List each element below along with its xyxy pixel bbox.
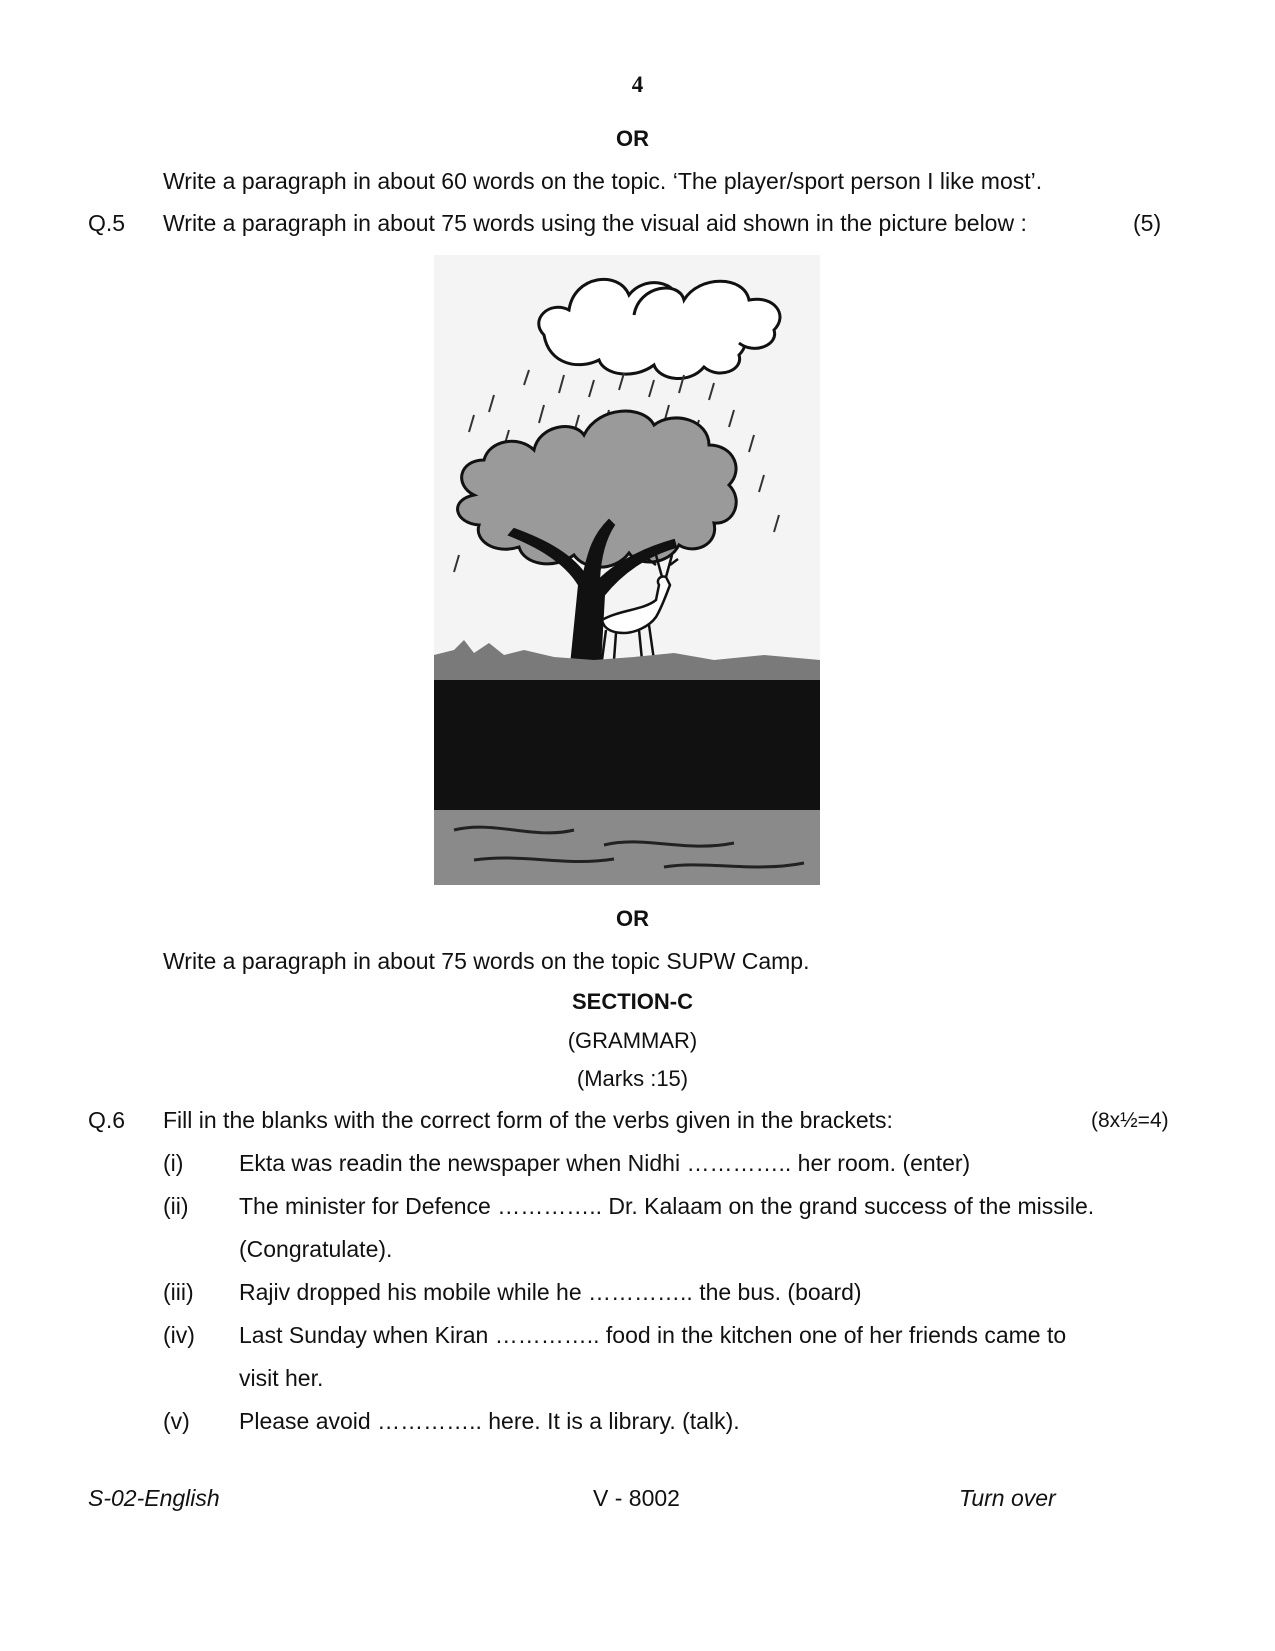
alternate-question-5: Write a paragraph in about 75 words on the topic SUPW Camp. [163, 948, 810, 974]
q6-marks: (8x½=4) [1091, 1109, 1169, 1132]
q6-item-text: Please avoid ………….. here. It is a library. (talk). [239, 1408, 740, 1434]
alternate-question-4: Write a paragraph in about 60 words on the topic. ‘The player/sport person I like most’. [163, 168, 1043, 194]
q6-item-text: The minister for Defence ………….. Dr. Kalaam on the grand success of the missile. [239, 1193, 1095, 1219]
footer-turn-over: Turn over [959, 1485, 1056, 1511]
ground [434, 640, 820, 885]
q6-text: Fill in the blanks with the correct form of the verbs given in the brackets: [163, 1107, 893, 1133]
q5-marks: (5) [1133, 210, 1162, 236]
section-title: SECTION-C [572, 989, 693, 1014]
q6-number: Q.6 [88, 1107, 126, 1133]
section-subtitle: (GRAMMAR) [567, 1028, 698, 1053]
q6-item-label: (v) [163, 1408, 190, 1434]
q5-text: Write a paragraph in about 75 words using the visual aid shown in the picture below : [163, 210, 1027, 236]
q6-item-label: (iv) [163, 1322, 195, 1348]
or-divider-2: OR [616, 906, 649, 931]
section-marks: (Marks :15) [576, 1066, 689, 1091]
q6-item-label: (ii) [163, 1193, 189, 1219]
q6-item-continuation: visit her. [239, 1365, 324, 1391]
q6-item-text: Last Sunday when Kiran ………….. food in the kitchen one of her friends came to [239, 1322, 1067, 1348]
q6-item-text: Ekta was readin the newspaper when Nidhi ………….. her room. (enter) [239, 1150, 971, 1176]
q6-item-text: Rajiv dropped his mobile while he ………….. the bus. (board) [239, 1279, 862, 1305]
footer-paper-code: V - 8002 [593, 1485, 680, 1511]
footer-subject-code: S-02-English [88, 1485, 220, 1511]
q5-number: Q.5 [88, 210, 126, 236]
visual-aid-picture [434, 255, 820, 885]
q6-item-label: (iii) [163, 1279, 194, 1305]
page-number: 4 [631, 72, 644, 97]
q6-item-label: (i) [163, 1150, 184, 1176]
or-divider-1: OR [616, 126, 649, 151]
q6-item-continuation: (Congratulate). [239, 1236, 393, 1262]
